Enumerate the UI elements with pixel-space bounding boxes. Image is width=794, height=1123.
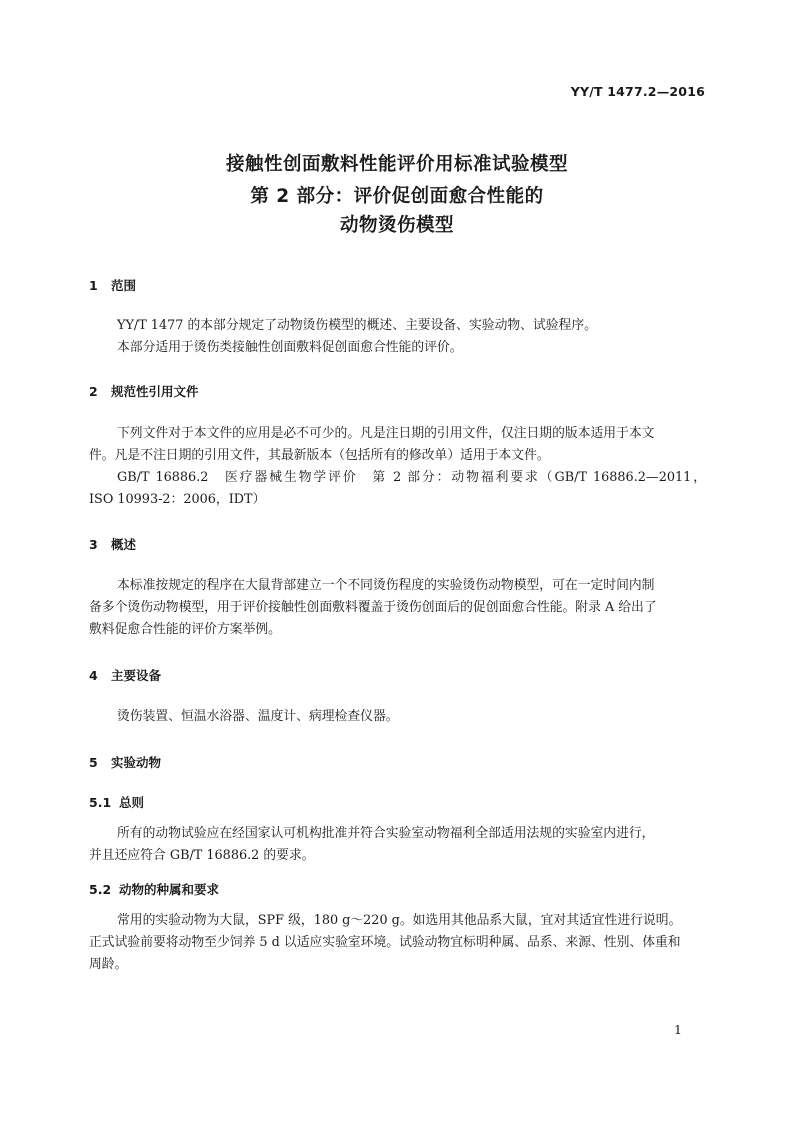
paragraph-line: 常用的实验动物为大鼠，SPF 级，180 g～220 g。如选用其他品系大鼠，宜对其适宜性进行说明。 bbox=[117, 913, 682, 928]
reference-line: GB/T 16886.2 医疗器械生物学评价 第 2 部分：动物福利要求（GB/T 16886.2—2011， bbox=[117, 470, 706, 485]
document-title-line-2: 第 2 部分：评价促创面愈合性能的 bbox=[250, 186, 544, 207]
reference-line: ISO 10993-2：2006，IDT） bbox=[89, 492, 266, 507]
paragraph-line: 下列文件对于本文件的应用是必不可少的。凡是注日期的引用文件，仅注日期的版本适用于本文 bbox=[117, 426, 655, 441]
paragraph-line: 敷料促愈合性能的评价方案举例。 bbox=[89, 622, 281, 637]
section-heading-main-equipment bbox=[89, 666, 161, 684]
document-title-line-3: 动物烫伤模型 bbox=[339, 215, 454, 236]
section-heading-overview bbox=[89, 535, 136, 553]
section-body-normative-references bbox=[89, 423, 706, 511]
section-body-scope bbox=[89, 315, 706, 359]
section-heading-scope bbox=[89, 276, 136, 294]
section-title: 主要设备 bbox=[111, 668, 162, 683]
section-number: 2 bbox=[89, 384, 98, 399]
section-body-main-equipment bbox=[89, 706, 706, 728]
standard-number: YY/T 1477.2—2016 bbox=[570, 84, 705, 99]
section-number: 4 bbox=[89, 668, 98, 683]
subsection-heading-general bbox=[89, 793, 144, 811]
paragraph-line: 本部分适用于烫伤类接触性创面敷料促创面愈合性能的评价。 bbox=[117, 340, 463, 355]
subsection-heading-species-requirements bbox=[89, 880, 219, 898]
paragraph-line: YY/T 1477 的本部分规定了动物烫伤模型的概述、主要设备、实验动物、试验程序。 bbox=[117, 318, 597, 333]
subsection-body-general bbox=[89, 823, 706, 867]
section-number: 5 bbox=[89, 755, 98, 770]
paragraph-line: 烫伤装置、恒温水浴器、温度计、病理检查仪器。 bbox=[117, 709, 399, 724]
section-heading-normative-references bbox=[89, 382, 199, 400]
paragraph-line: 周龄。 bbox=[89, 957, 128, 972]
section-body-overview bbox=[89, 575, 706, 641]
document-title-line-1: 接触性创面敷料性能评价用标准试验模型 bbox=[225, 154, 568, 175]
section-number: 1 bbox=[89, 278, 98, 293]
paragraph-line: 本标准按规定的程序在大鼠背部建立一个不同烫伤程度的实验烫伤动物模型，可在一定时间内制 bbox=[117, 578, 655, 593]
section-number: 3 bbox=[89, 537, 98, 552]
paragraph-line: 正式试验前要将动物至少饲养 5 d 以适应实验室环境。试验动物宜标明种属、品系、来源、性别、体重和 bbox=[89, 935, 681, 950]
section-heading-experimental-animals bbox=[89, 753, 161, 771]
subsection-number: 5.1 bbox=[89, 795, 112, 810]
section-title: 实验动物 bbox=[111, 755, 162, 770]
subsection-title: 动物的种属和要求 bbox=[119, 882, 220, 897]
subsection-title: 总则 bbox=[119, 795, 145, 810]
section-title: 范围 bbox=[111, 278, 137, 293]
section-title: 概述 bbox=[111, 537, 137, 552]
subsection-body-species-requirements bbox=[89, 910, 706, 976]
paragraph-line: 并且还应符合 GB/T 16886.2 的要求。 bbox=[89, 848, 315, 863]
page-number: 1 bbox=[674, 1022, 682, 1037]
paragraph-line: 备多个烫伤动物模型，用于评价接触性创面敷料覆盖于烫伤创面后的促创面愈合性能。附录 A 给出了 bbox=[89, 600, 657, 615]
subsection-number: 5.2 bbox=[89, 882, 112, 897]
section-title: 规范性引用文件 bbox=[111, 384, 199, 399]
paragraph-line: 件。凡是不注日期的引用文件，其最新版本（包括所有的修改单）适用于本文件。 bbox=[89, 448, 550, 463]
paragraph-line: 所有的动物试验应在经国家认可机构批准并符合实验室动物福利全部适用法规的实验室内进行， bbox=[117, 826, 655, 841]
